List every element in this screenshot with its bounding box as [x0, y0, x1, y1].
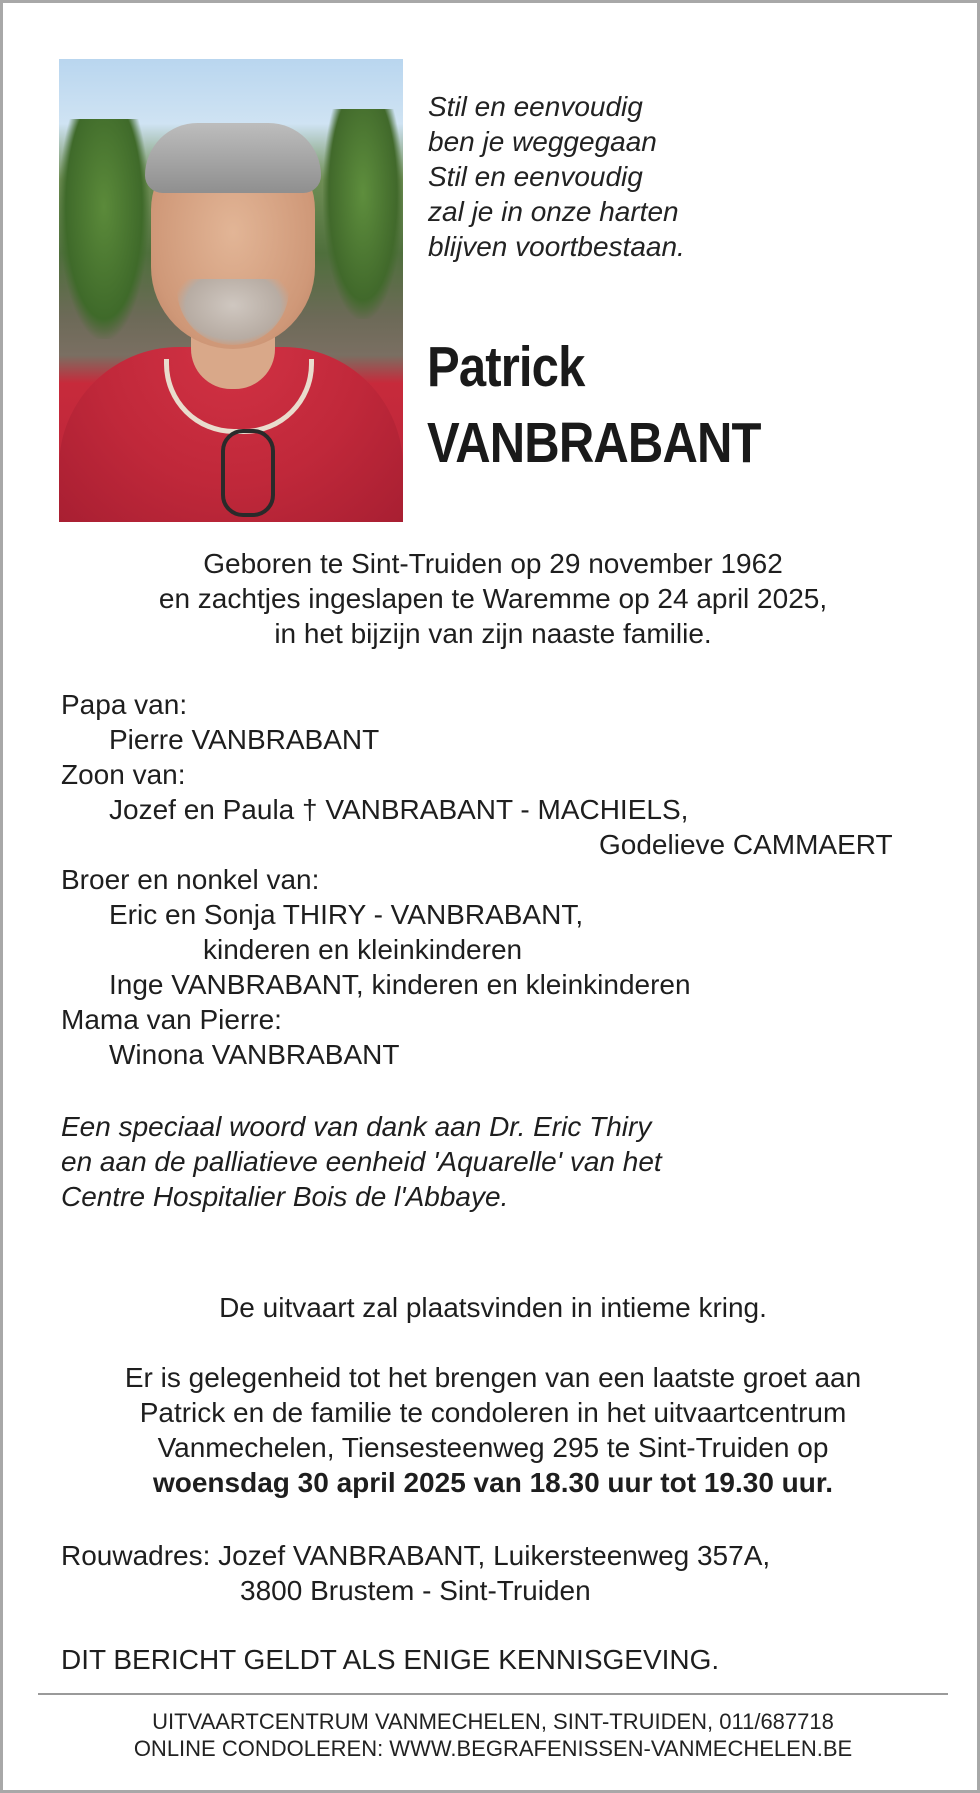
poem-line: Stil en eenvoudig [428, 91, 643, 122]
notice-statement: DIT BERICHT GELDT ALS ENIGE KENNISGEVING. [61, 1644, 720, 1675]
family-label: Broer en nonkel van: [61, 864, 320, 895]
funeral-note: De uitvaart zal plaatsvinden in intieme kring. [219, 1292, 767, 1323]
family-member: Pierre VANBRABANT [109, 724, 380, 755]
footer [3, 1708, 980, 1762]
visitation-datetime: woensdag 30 april 2025 van 18.30 uur tot 19.30 uur. [152, 1467, 834, 1498]
family-label: Zoon van: [61, 759, 186, 790]
photo-tree-left [59, 119, 149, 339]
online-condolence-line: ONLINE CONDOLEREN: WWW.BEGRAFENISSEN-VANMECHELEN.BE [133, 1736, 853, 1761]
poem-line: blijven voortbestaan. [428, 231, 685, 262]
funeral-home-line: UITVAARTCENTRUM VANMECHELEN, SINT-TRUIDEN, 011/687718 [152, 1709, 834, 1734]
family-presence-line: in het bijzijn van zijn naaste familie. [274, 618, 712, 649]
family-member: Eric en Sonja THIRY - VANBRABANT, [109, 899, 584, 930]
poem-line: zal je in onze harten [428, 196, 679, 227]
photo-hair [145, 123, 321, 193]
family-member: kinderen en kleinkinderen [203, 934, 523, 965]
thanks-line: en aan de palliatieve eenheid 'Aquarelle' van het [61, 1146, 662, 1177]
last-name: VANBRABANT [427, 411, 761, 475]
family-label: Mama van Pierre: [61, 1004, 282, 1035]
death-line: en zachtjes ingeslapen te Waremme op 24 april 2025, [158, 583, 828, 614]
thanks-line: Centre Hospitalier Bois de l'Abbaye. [61, 1181, 509, 1212]
photo-glasses [221, 429, 275, 517]
visitation-line: Patrick en de familie te condoleren in het uitvaartcentrum [139, 1397, 847, 1428]
visitation-line: Er is gelegenheid tot het brengen van een laatste groet aan [124, 1362, 862, 1393]
family-member: Godelieve CAMMAERT [599, 829, 893, 860]
address-line: Rouwadres: Jozef VANBRABANT, Luikersteenweg 357A, [61, 1540, 771, 1571]
poem-line: Stil en eenvoudig [428, 161, 643, 192]
mourning-address [61, 1538, 770, 1608]
birth-line: Geboren te Sint-Truiden op 29 november 1962 [203, 548, 783, 579]
poem [428, 89, 685, 264]
deceased-name [427, 329, 761, 481]
thanks-line: Een speciaal woord van dank aan Dr. Eric Thiry [61, 1111, 652, 1142]
poem-line: ben je weggegaan [428, 126, 657, 157]
family-member: Jozef en Paula † VANBRABANT - MACHIELS, [109, 794, 689, 825]
visitation-line: Vanmechelen, Tiensesteenweg 295 te Sint-Truiden op [157, 1432, 829, 1463]
first-name: Patrick [427, 335, 585, 399]
address-line: 3800 Brustem - Sint-Truiden [240, 1575, 591, 1606]
birth-death-details [3, 546, 980, 651]
photo-tree-right [323, 109, 403, 319]
family-list [61, 687, 941, 1072]
family-member: Inge VANBRABANT, kinderen en kleinkinderen [109, 969, 691, 1000]
thanks-note [61, 1109, 662, 1214]
portrait-photo [59, 59, 403, 522]
family-member: Winona VANBRABANT [109, 1039, 400, 1070]
family-label: Papa van: [61, 689, 188, 720]
footer-divider [38, 1693, 948, 1695]
visitation-details [3, 1360, 980, 1500]
